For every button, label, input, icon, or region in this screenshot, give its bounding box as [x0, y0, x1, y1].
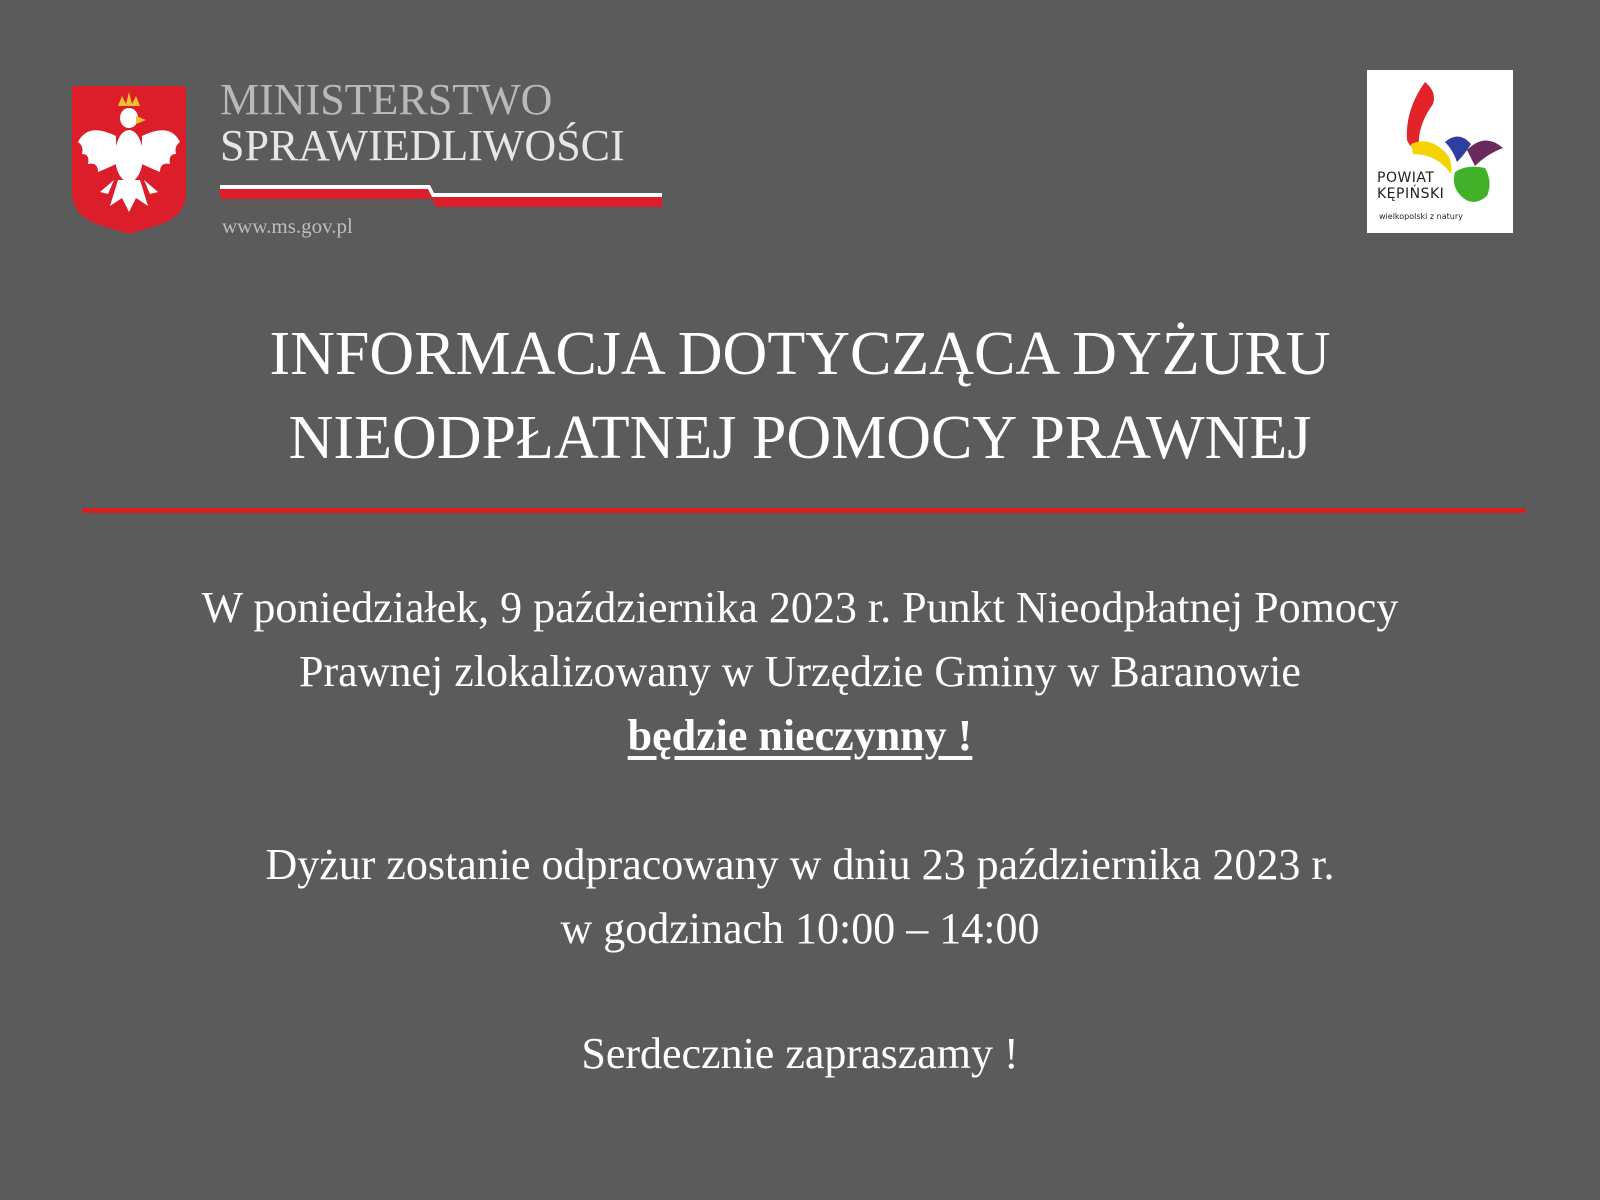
closing-invitation	[0, 1022, 1600, 1086]
notice-line2: Prawnej zlokalizowany w Urzędzie Gminy w Baranowie	[299, 647, 1301, 696]
polish-eagle-emblem-icon	[70, 84, 188, 234]
closure-notice	[0, 576, 1600, 768]
closing-text: Serdecznie zapraszamy !	[581, 1029, 1019, 1078]
ministry-logo	[70, 75, 690, 248]
duty-line2: w godzinach 10:00 – 14:00	[560, 904, 1040, 953]
title-line2: NIEODPŁATNEJ POMOCY PRAWNEJ	[288, 404, 1312, 472]
closed-emphasis: będzie nieczynny !	[627, 711, 973, 760]
powiat-slogan: wielkopolski z natury	[1379, 212, 1463, 221]
title-divider	[82, 508, 1526, 513]
notice-line1: W poniedziałek, 9 października 2023 r. Punkt Nieodpłatnej Pomocy	[201, 583, 1399, 632]
powiat-kepinski-mark-icon	[1367, 70, 1513, 233]
flag-stripe-icon	[220, 185, 662, 207]
powiat-name: POWIAT KĘPIŃSKI	[1377, 170, 1445, 202]
ministry-name-line1: MINISTERSTWO	[220, 75, 553, 124]
ministry-url: www.ms.gov.pl	[222, 214, 353, 238]
duty-reschedule	[0, 833, 1600, 961]
title-line1: INFORMACJA DOTYCZĄCA DYŻURU	[269, 320, 1331, 388]
ministry-name	[220, 75, 690, 170]
ministry-name-line2: SPRAWIEDLIWOŚCI	[220, 121, 625, 170]
duty-line1: Dyżur zostanie odpracowany w dniu 23 października 2023 r.	[265, 840, 1335, 889]
page-title	[0, 312, 1600, 480]
powiat-logo	[1367, 70, 1513, 233]
